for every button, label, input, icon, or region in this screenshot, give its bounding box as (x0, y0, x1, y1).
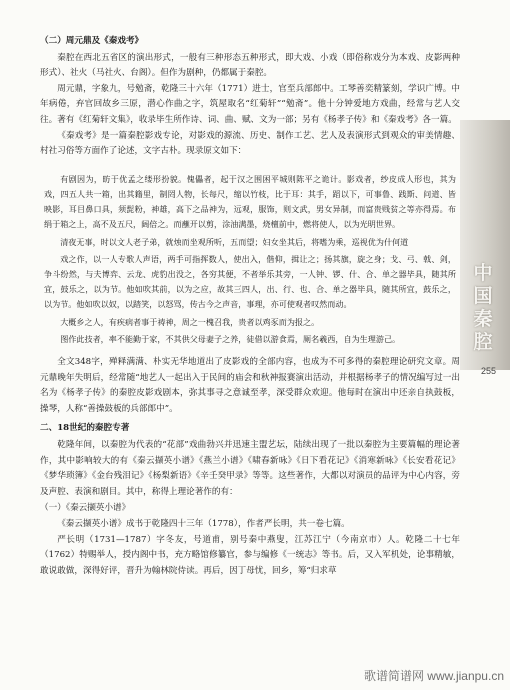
paragraph-qinyun-intro: 《秦云撷英小谱》成书于乾隆四十三年（1778），作者严长明，共一卷七篇。 (57, 518, 350, 529)
quote-paragraph: 大概乡之人，有疾病者事于祷神，周之一槐召我，贵者以鸡豕而为报之。 (60, 316, 320, 327)
quote-paragraph: 图作此技者，率不能勤于家，不其供父母妻子之养，徒借以游食焉，厕名羲西，自为生理游己。 (60, 333, 401, 344)
subsection-heading-qinyun: （一）《秦云撷英小谱》 (40, 503, 131, 514)
page-number: 255 (480, 366, 496, 376)
body-text (40, 34, 460, 579)
side-book-title: 中国秦腔 (473, 262, 493, 353)
site-watermark: 歌谱简谱网 www.jianpu.cn (363, 669, 504, 683)
quote-paragraph: 戏之作，以一人专歌人声语，两手可指挥数人，使出入，偕仰，揖让之；扬其旗，旋之身；戈、弓、戟、剑，争斗纷然，与夫博弈、云龙、虎豹出没之，各穷其便，不者举乐其旁，一人钟、锣、什、合、单之器毕具，随其所宜，鼓乐之，以为节。他如吹其前，以为之应，故其三四人，出、行、也、合、单之器毕具，随其所宜，鼓乐之，以为节。他如吹以奴，以踏笑，以怒骂，传古今之声音，事理，亦可使观者叹然而动。 (44, 253, 456, 310)
quote-paragraph: 有剧因为，昉于优孟之缕形扮貌。傀儡者，起于汉之围困平城则陈平之诡计。影戏者，纱皮成人形也，其为戏，四五人共一箱，出其籍里，制罔人物，长每尺，缩以竹枝，比于耳：其手，蹈以下，可事鲁、践斯、问道、皆映影，耳目鼻口具，须髭粉，神雄，高下之品神为，远观，服饰，则文武，男女异制，而富贵贱贫之等亦得焉。布绢于箱之上，高不及五尺，阔倍之。而蘸开以剪，涂油满墨，烧檀前中，燃将使人，以为光明世界。 (44, 173, 456, 230)
paragraph-huabu-works: 乾隆年间，以秦腔为代表的“花部”戏曲勃兴并迅速主盟艺坛，陆续出现了一批以秦腔为主要篇幅的理论著作，其中影响较大的有《秦云撷英小谱》《燕兰小谱》《啸春新咏》《日下看花记》《消寒新咏》《长安看花记》《梦华琐簿》《金台残泪记》《杨梨新语》《辛壬癸甲录》等等。这些著作，大都以对演员的品评为中心内容，旁及声腔、表演和剧目。其中，称得上理论著作的有： (40, 439, 460, 497)
quote-paragraph: 清夜无事，时以文人老子弟，就烛而坐观所听，五而望；妇女坐其后，将嗜为乘，巡视优为什何道 (60, 236, 409, 247)
section-heading-18th-century: 二、18世纪的秦腔专著 (40, 423, 130, 434)
section-heading-zhou-yuanding: （二）周元鼎及《秦戏考》 (40, 36, 144, 46)
paragraph-summary: 全文348字，殚释满满、朴实无华地道出了皮影戏的全部内容，也成为不可多得的秦腔理论研究文章。周元鼎晚年失明后，经常随“地艺人一起出入于民间的庙会和秋神报赛演出活动，并根据杨孝子的情况编写过一出名为《杨孝子传》的秦腔皮影戏剧本，弥其事寻之意诚至孝，深受群众欢迎。他每时在演出中还亲自执鼓板，操琴，人称“善操鼓板的兵部郎中”。 (40, 356, 460, 414)
quoted-original-text (40, 172, 460, 347)
paragraph-performance-forms: 秦腔在西北五省区的演出形式，一般有三种形态五种形式，即大戏、小戏（即俗称戏分为本戏、皮影两种形式）、社火（马社火、台阁）。但作为剧种，仍都属于秦腔。 (40, 52, 460, 79)
paragraph-qinxi-kao-intro: 《秦戏考》是一篇秦腔影戏专论，对影戏的源流、历史、制作工艺、艺人及表演形式到观众的审美情趣、村社习俗等方面作了论述，文字古朴。现录原文如下： (40, 130, 460, 157)
paragraph-zhou-yuanding-bio: 周元鼎，字象九，号勉斋，乾隆三十六年（1771）进士，官至兵部郎中。工琴善奕精篆刻，学识广博。中年病倦，弃官回故乡三原，潜心作曲之字，筑屋取名“红菊轩”“勉斋”。他十分钟爱地方戏曲，经常与艺人交往。著有《红菊轩文集》，收录毕生所作诗、词、曲、赋、文为一部；另有《杨孝子传》和《秦戏考》各一篇。 (40, 83, 460, 125)
paragraph-yan-changming-bio: 严长明（1731—1787）字冬友，号道甫，别号秦中燕叟，江苏江宁（今南京市）人。乾隆二十七年（1762）特赐举人，授内阁中书，充方略馆修纂官，参与编修《一统志》等书。后，又入军机处，论事精敏，敢说敢做，深得好评，晋升为翰林院侍读。再后，因丁母忧，回乡，筹“归求草 (40, 534, 460, 576)
